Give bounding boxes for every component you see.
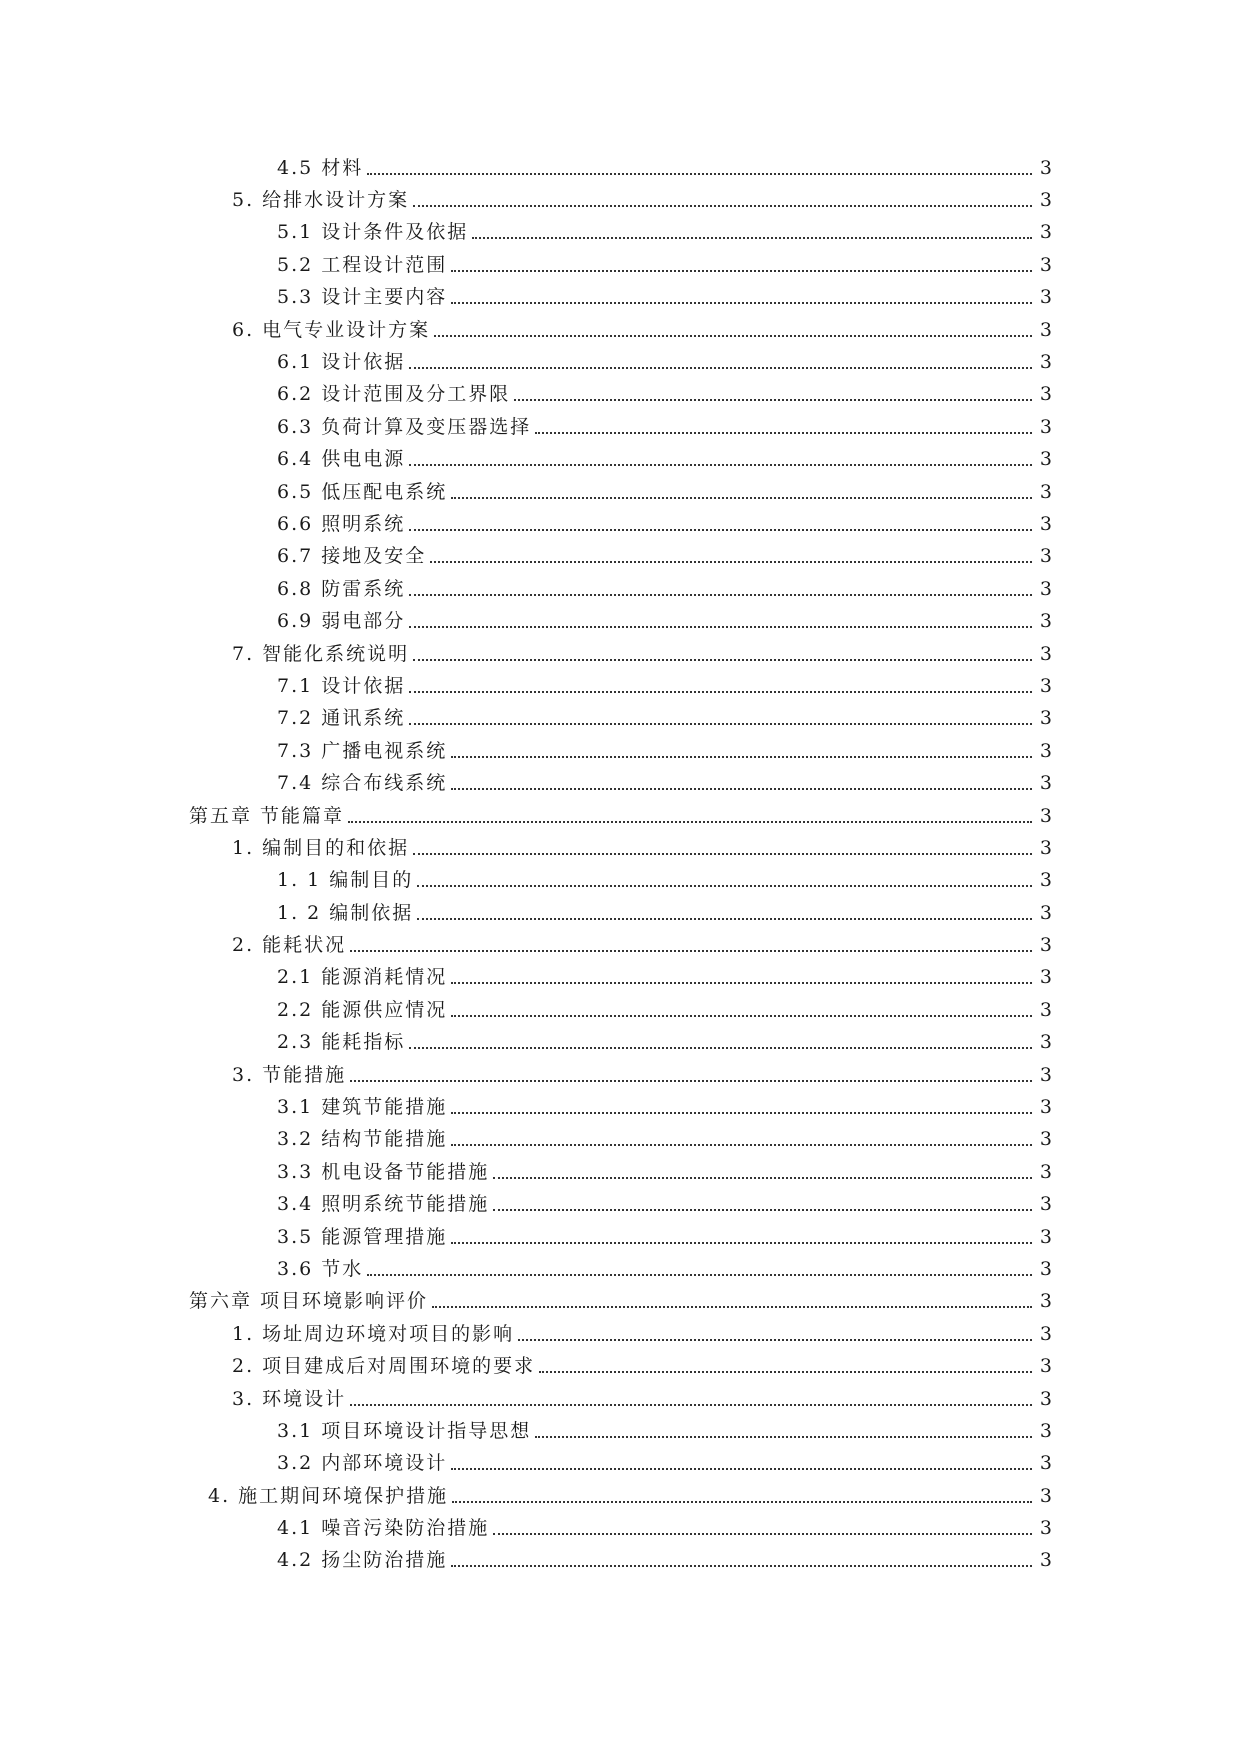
toc-entry-number: 6.	[232, 318, 255, 341]
toc-entry-number: 3.1	[277, 1096, 314, 1119]
toc-entry-page-number: 3	[1039, 1160, 1052, 1183]
toc-dot-leader	[409, 625, 1032, 628]
toc-entry-number: 5.1	[277, 221, 314, 244]
toc-dot-leader	[451, 755, 1032, 758]
toc-dot-leader	[514, 398, 1032, 401]
toc-entry[interactable]	[0, 1221, 1241, 1253]
toc-dot-leader	[452, 1500, 1032, 1503]
toc-dot-leader	[367, 172, 1032, 175]
toc-entry-number: 6.1	[277, 351, 314, 374]
toc-dot-leader	[409, 528, 1032, 531]
toc-dot-leader	[451, 1143, 1032, 1146]
toc-entry-number: 3.5	[277, 1225, 314, 1248]
toc-dot-leader	[409, 722, 1032, 725]
toc-entry-number: 3.	[232, 1387, 255, 1410]
toc-dot-leader	[451, 1467, 1032, 1470]
toc-entry-page-number: 3	[1039, 480, 1052, 503]
toc-entry-number: 5.2	[277, 253, 314, 276]
toc-entry-number: 7.2	[277, 707, 314, 730]
toc-entry-title: 节能篇章	[260, 804, 345, 827]
toc-entry[interactable]	[0, 476, 1241, 508]
toc-entry-title: 照明系统	[321, 512, 406, 535]
table-of-contents	[0, 152, 1241, 1577]
toc-entry-title: 扬尘防治措施	[321, 1549, 448, 1572]
toc-entry-number: 1. 1	[277, 869, 322, 892]
toc-dot-leader	[451, 1111, 1032, 1114]
toc-entry[interactable]	[0, 1253, 1241, 1285]
toc-dot-leader	[350, 1079, 1032, 1082]
toc-entry-number: 6.4	[277, 448, 314, 471]
toc-entry[interactable]	[0, 541, 1241, 573]
toc-entry-page-number: 3	[1039, 869, 1052, 892]
toc-dot-leader	[493, 1208, 1032, 1211]
toc-dot-leader	[451, 301, 1032, 304]
toc-entry-title: 能源管理措施	[321, 1225, 448, 1248]
toc-entry-title: 设计条件及依据	[321, 221, 469, 244]
toc-entry-title: 编制目的和依据	[262, 836, 410, 859]
toc-entry-page-number: 3	[1039, 1549, 1052, 1572]
toc-entry-page-number: 3	[1039, 674, 1052, 697]
toc-entry[interactable]	[0, 249, 1241, 281]
toc-dot-leader	[518, 1338, 1032, 1341]
toc-entry-title: 项目环境设计指导思想	[321, 1419, 532, 1442]
toc-entry-number: 5.3	[277, 286, 314, 309]
toc-entry-page-number: 3	[1039, 1387, 1052, 1410]
toc-entry-number: 1. 2	[277, 901, 322, 924]
toc-entry-title: 负荷计算及变压器选择	[321, 415, 532, 438]
toc-dot-leader	[409, 366, 1032, 369]
toc-entry-title: 设计范围及分工界限	[321, 383, 511, 406]
toc-entry-title: 编制依据	[329, 901, 414, 924]
toc-entry-page-number: 3	[1039, 1452, 1052, 1475]
toc-entry-page-number: 3	[1039, 934, 1052, 957]
toc-dot-leader	[367, 1273, 1032, 1276]
toc-entry-page-number: 3	[1039, 1355, 1052, 1378]
toc-entry[interactable]	[0, 897, 1241, 929]
toc-entry-page-number: 3	[1039, 1128, 1052, 1151]
toc-entry-title: 供电电源	[321, 448, 406, 471]
toc-entry-page-number: 3	[1039, 221, 1052, 244]
toc-entry[interactable]	[0, 670, 1241, 702]
toc-entry-title: 低压配电系统	[321, 480, 448, 503]
toc-entry-title: 综合布线系统	[321, 772, 448, 795]
toc-entry[interactable]	[0, 832, 1241, 864]
toc-entry-title: 防雷系统	[321, 577, 406, 600]
toc-entry[interactable]	[0, 962, 1241, 994]
toc-entry[interactable]	[0, 1091, 1241, 1123]
toc-dot-leader	[409, 1046, 1032, 1049]
toc-dot-leader	[451, 496, 1032, 499]
toc-entry-page-number: 3	[1039, 1290, 1052, 1313]
toc-entry-title: 建筑节能措施	[321, 1096, 448, 1119]
toc-entry[interactable]	[0, 800, 1241, 832]
toc-entry-title: 施工期间环境保护措施	[238, 1484, 449, 1507]
toc-entry-title: 电气专业设计方案	[262, 318, 431, 341]
toc-entry-title: 能耗指标	[321, 1031, 406, 1054]
toc-entry[interactable]	[0, 1124, 1241, 1156]
toc-entry[interactable]	[0, 1059, 1241, 1091]
toc-entry-number: 2.3	[277, 1031, 314, 1054]
toc-entry[interactable]	[0, 638, 1241, 670]
toc-dot-leader	[409, 593, 1032, 596]
toc-entry[interactable]	[0, 1286, 1241, 1318]
toc-dot-leader	[451, 1014, 1032, 1017]
toc-entry[interactable]	[0, 1318, 1241, 1350]
toc-entry-title: 照明系统节能措施	[321, 1193, 490, 1216]
toc-entry-number: 2.1	[277, 966, 314, 989]
toc-entry[interactable]	[0, 929, 1241, 961]
toc-entry-number: 7.4	[277, 772, 314, 795]
toc-entry[interactable]	[0, 1512, 1241, 1544]
toc-entry-title: 能源消耗情况	[321, 966, 448, 989]
toc-entry-page-number: 3	[1039, 1031, 1052, 1054]
toc-entry-page-number: 3	[1039, 383, 1052, 406]
toc-entry-number: 2.	[232, 1355, 255, 1378]
toc-entry-number: 4.5	[277, 156, 314, 179]
toc-entry-page-number: 3	[1039, 772, 1052, 795]
toc-entry-number: 7.	[232, 642, 255, 665]
toc-dot-leader	[451, 1564, 1032, 1567]
toc-entry-number: 4.	[208, 1484, 231, 1507]
toc-entry-number: 6.3	[277, 415, 314, 438]
toc-entry-number: 第六章	[189, 1290, 253, 1313]
toc-entry-number: 6.5	[277, 480, 314, 503]
toc-entry-title: 编制目的	[329, 869, 414, 892]
toc-entry-title: 节水	[321, 1257, 364, 1280]
toc-entry-page-number: 3	[1039, 1096, 1052, 1119]
toc-entry-title: 通讯系统	[321, 707, 406, 730]
toc-entry-number: 2.	[232, 934, 255, 957]
toc-entry[interactable]	[0, 865, 1241, 897]
toc-entry-page-number: 3	[1039, 707, 1052, 730]
toc-entry[interactable]	[0, 379, 1241, 411]
toc-entry-page-number: 3	[1039, 415, 1052, 438]
toc-entry-number: 3.1	[277, 1419, 314, 1442]
toc-entry[interactable]	[0, 1415, 1241, 1447]
toc-dot-leader	[350, 1403, 1032, 1406]
toc-entry-page-number: 3	[1039, 448, 1052, 471]
toc-entry-title: 节能措施	[262, 1063, 347, 1086]
toc-entry[interactable]	[0, 1383, 1241, 1415]
toc-entry[interactable]	[0, 573, 1241, 605]
toc-entry[interactable]	[0, 217, 1241, 249]
toc-entry-number: 6.2	[277, 383, 314, 406]
toc-entry[interactable]	[0, 1189, 1241, 1221]
toc-entry[interactable]	[0, 314, 1241, 346]
toc-entry[interactable]	[0, 1027, 1241, 1059]
toc-entry-number: 第五章	[189, 804, 253, 827]
toc-entry-number: 1.	[232, 836, 255, 859]
toc-entry-title: 接地及安全	[321, 545, 427, 568]
toc-entry-number: 7.1	[277, 674, 314, 697]
toc-entry-page-number: 3	[1039, 642, 1052, 665]
toc-dot-leader	[539, 1370, 1032, 1373]
toc-dot-leader	[434, 334, 1032, 337]
toc-dot-leader	[417, 884, 1032, 887]
toc-entry-page-number: 3	[1039, 351, 1052, 374]
toc-entry-number: 3.4	[277, 1193, 314, 1216]
toc-entry-number: 3.2	[277, 1128, 314, 1151]
toc-entry-number: 7.3	[277, 739, 314, 762]
toc-entry-page-number: 3	[1039, 286, 1052, 309]
toc-entry[interactable]	[0, 184, 1241, 216]
toc-entry-title: 场址周边环境对项目的影响	[262, 1322, 515, 1345]
toc-dot-leader	[451, 981, 1032, 984]
toc-entry-number: 1.	[232, 1322, 255, 1345]
toc-entry-number: 6.7	[277, 545, 314, 568]
toc-entry[interactable]	[0, 1156, 1241, 1188]
toc-dot-leader	[413, 852, 1032, 855]
toc-entry[interactable]	[0, 1480, 1241, 1512]
toc-entry-title: 机电设备节能措施	[321, 1160, 490, 1183]
toc-entry-page-number: 3	[1039, 739, 1052, 762]
toc-entry[interactable]	[0, 1545, 1241, 1577]
toc-entry-title: 广播电视系统	[321, 739, 448, 762]
toc-entry[interactable]	[0, 994, 1241, 1026]
toc-entry-number: 3.	[232, 1063, 255, 1086]
toc-entry[interactable]	[0, 1350, 1241, 1382]
toc-entry-page-number: 3	[1039, 901, 1052, 924]
toc-dot-leader	[451, 1241, 1032, 1244]
toc-entry-title: 给排水设计方案	[262, 189, 410, 212]
toc-dot-leader	[348, 820, 1032, 823]
toc-entry-number: 6.8	[277, 577, 314, 600]
toc-entry-page-number: 3	[1039, 253, 1052, 276]
toc-entry-title: 工程设计范围	[321, 253, 448, 276]
toc-dot-leader	[413, 204, 1032, 207]
toc-entry-title: 项目建成后对周围环境的要求	[262, 1355, 536, 1378]
toc-dot-leader	[409, 690, 1032, 693]
toc-entry-page-number: 3	[1039, 1419, 1052, 1442]
toc-dot-leader	[493, 1176, 1032, 1179]
toc-entry-number: 2.2	[277, 998, 314, 1021]
toc-entry-page-number: 3	[1039, 804, 1052, 827]
toc-entry[interactable]	[0, 735, 1241, 767]
toc-entry-page-number: 3	[1039, 189, 1052, 212]
toc-entry-page-number: 3	[1039, 1225, 1052, 1248]
toc-dot-leader	[535, 1435, 1032, 1438]
toc-entry[interactable]	[0, 767, 1241, 799]
toc-entry-number: 3.2	[277, 1452, 314, 1475]
toc-entry-page-number: 3	[1039, 512, 1052, 535]
toc-entry-page-number: 3	[1039, 156, 1052, 179]
toc-entry-number: 4.2	[277, 1549, 314, 1572]
toc-entry[interactable]	[0, 411, 1241, 443]
toc-entry-title: 智能化系统说明	[262, 642, 410, 665]
toc-dot-leader	[451, 269, 1032, 272]
toc-entry-title: 设计主要内容	[321, 286, 448, 309]
toc-entry-title: 噪音污染防治措施	[321, 1517, 490, 1540]
toc-entry-title: 能耗状况	[262, 934, 347, 957]
toc-dot-leader	[535, 431, 1032, 434]
toc-entry-title: 结构节能措施	[321, 1128, 448, 1151]
toc-entry[interactable]	[0, 444, 1241, 476]
toc-entry-title: 内部环境设计	[321, 1452, 448, 1475]
toc-entry-title: 项目环境影响评价	[260, 1290, 429, 1313]
toc-entry-page-number: 3	[1039, 577, 1052, 600]
toc-entry-page-number: 3	[1039, 545, 1052, 568]
toc-entry-number: 6.9	[277, 610, 314, 633]
toc-entry-page-number: 3	[1039, 1063, 1052, 1086]
toc-entry-title: 设计依据	[321, 674, 406, 697]
toc-entry-number: 3.6	[277, 1257, 314, 1280]
toc-entry-page-number: 3	[1039, 836, 1052, 859]
toc-entry-page-number: 3	[1039, 318, 1052, 341]
toc-entry-number: 6.6	[277, 512, 314, 535]
toc-dot-leader	[350, 949, 1032, 952]
toc-entry[interactable]	[0, 152, 1241, 184]
toc-entry-page-number: 3	[1039, 1484, 1052, 1507]
toc-entry[interactable]	[0, 703, 1241, 735]
toc-dot-leader	[409, 463, 1032, 466]
toc-entry-number: 3.3	[277, 1160, 314, 1183]
toc-dot-leader	[417, 917, 1032, 920]
toc-dot-leader	[432, 1305, 1032, 1308]
toc-entry-page-number: 3	[1039, 610, 1052, 633]
toc-entry-page-number: 3	[1039, 1193, 1052, 1216]
toc-entry-title: 设计依据	[321, 351, 406, 374]
toc-entry-page-number: 3	[1039, 1322, 1052, 1345]
toc-entry-title: 弱电部分	[321, 610, 406, 633]
toc-dot-leader	[472, 236, 1032, 239]
toc-entry[interactable]	[0, 508, 1241, 540]
toc-entry-page-number: 3	[1039, 1257, 1052, 1280]
toc-entry-page-number: 3	[1039, 998, 1052, 1021]
toc-dot-leader	[493, 1532, 1032, 1535]
toc-entry-number: 5.	[232, 189, 255, 212]
toc-entry-title: 材料	[321, 156, 364, 179]
toc-dot-leader	[451, 787, 1032, 790]
toc-entry-title: 能源供应情况	[321, 998, 448, 1021]
toc-entry[interactable]	[0, 346, 1241, 378]
toc-entry[interactable]	[0, 282, 1241, 314]
toc-entry[interactable]	[0, 1448, 1241, 1480]
toc-dot-leader	[413, 658, 1032, 661]
toc-entry-title: 环境设计	[262, 1387, 347, 1410]
toc-entry-number: 4.1	[277, 1517, 314, 1540]
toc-entry-page-number: 3	[1039, 1517, 1052, 1540]
toc-dot-leader	[430, 560, 1032, 563]
toc-entry[interactable]	[0, 605, 1241, 637]
toc-entry-page-number: 3	[1039, 966, 1052, 989]
